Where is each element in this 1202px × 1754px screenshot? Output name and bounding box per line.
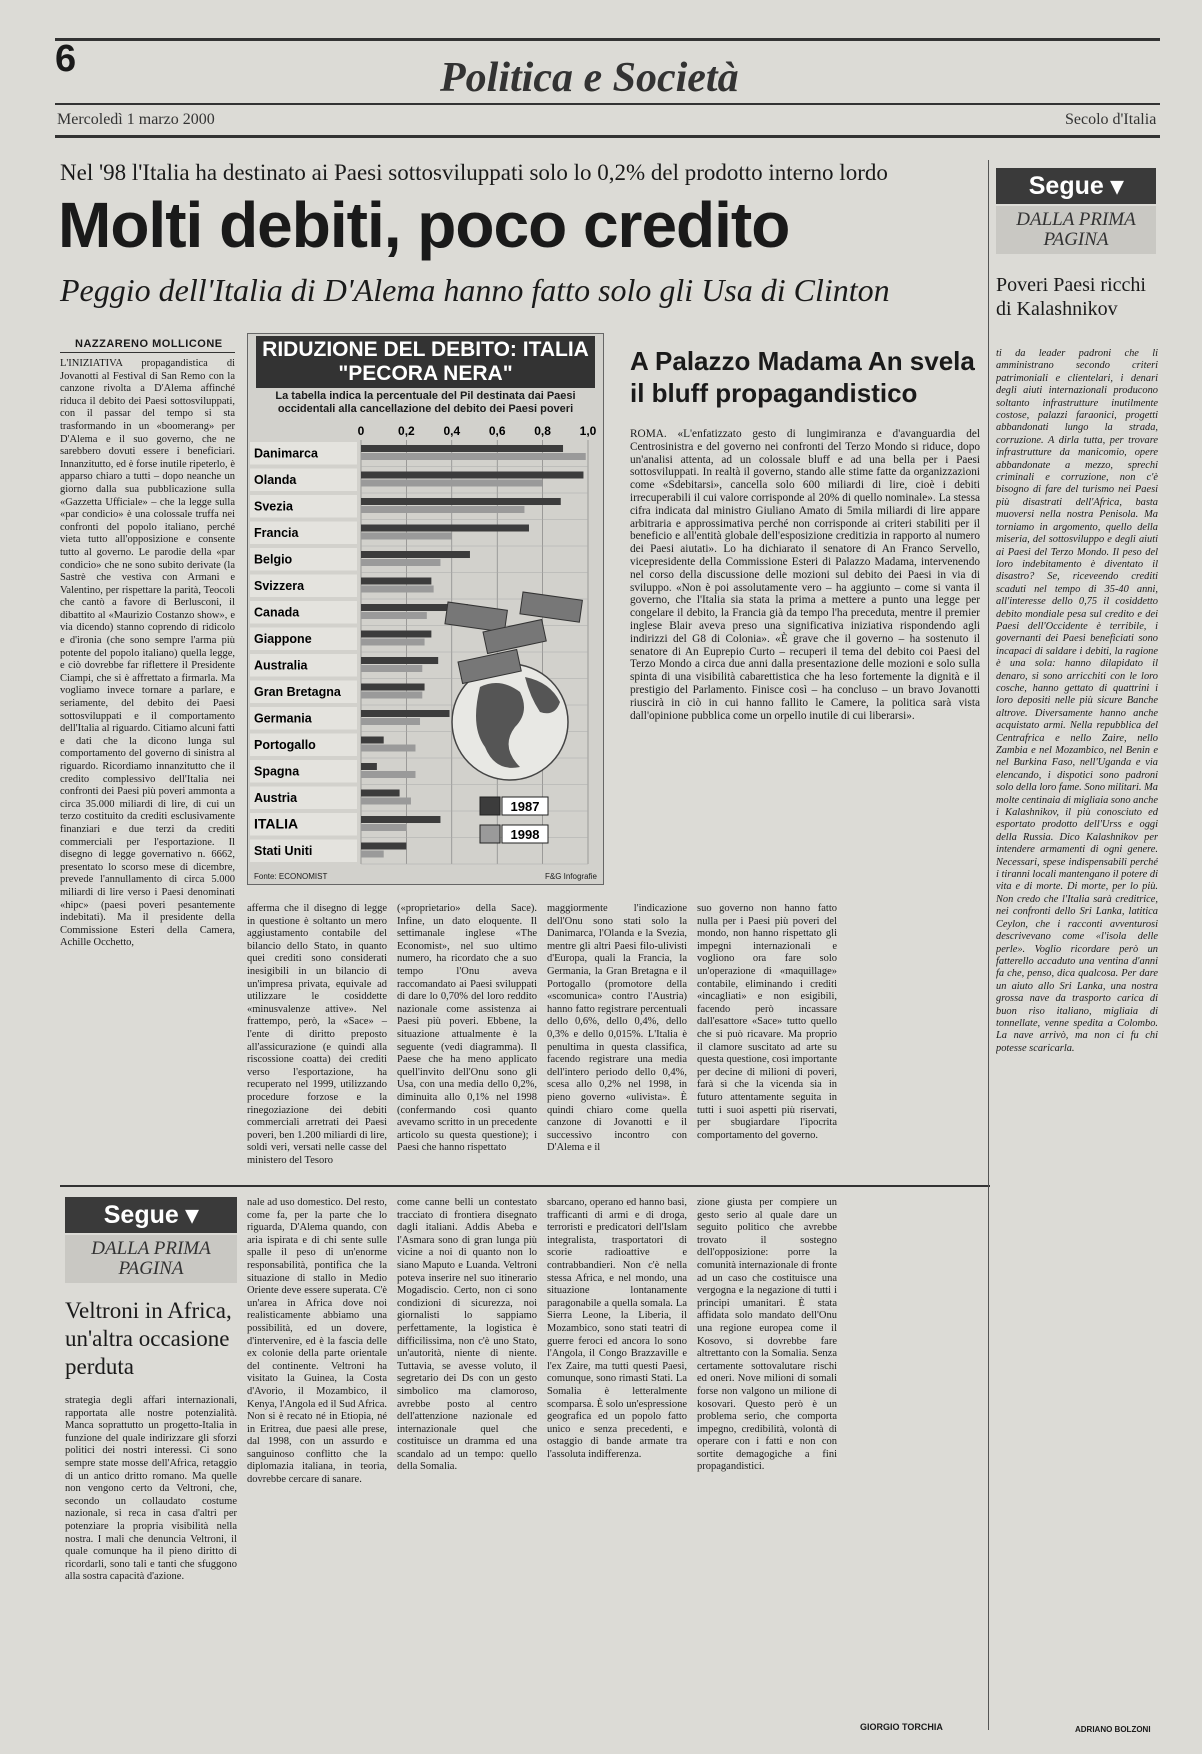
side-article-text: ROMA. «L'enfatizzato gesto di lungimiranza e d'avanguardia del Centrosinistra e del governo nei confronti del Terzo Mondo si riduce, dopo un'analisi attenta, ad un colossale bluff e ad una bella per i Paesi sottosviluppati. In realtà il governo, stando alle stime fatte da organizzazioni come «Sdebitarsi», cancella solo 600 miliardi di lire, cioè i debiti irrecuperabili il cui valore corrisponde al 20% di quello nominale». La stessa cifra indicata dal ministro Giuliano Amato di 5mila miliardi di lire appare arbitraria e approssimativa perché non corrisponde ai criteri stabiliti per il beneficio e all'entità globale dell'esposizione creditizia in rapporto al numero dei Paesi aiutati». Lo ha dichiarato il senatore di An Franco Servello, vicepresidente della Commissione Esteri di Palazzo Madama, intervenendo nel corso della discussione delle mozioni sul debito dei Paesi in via di sviluppo. «Non è poi assolutamente vero – ha aggiunto – come si vanta il governo, che l'Italia sia stata la prima a mettere a punto una legge per congelare il debito, la Francia già da tempo l'ha preceduta, mentre il premier inglese Blair aveva preso una significativa iniziativa rispondendo agli indirizzi del G8 di Colonia». «È grave che il governo – ha sostenuto il senatore di An Euprepio Curto – recuperi il tema del debito coi Paesi del Terzo Mondo a circa due anni dalla presentazione delle mozioni e solo sulla spinta di una visibilità cabarettistica che ha leso fortemente la dignità e il prestigio del Parlamento. Finisce così – ha concluso – un bravo Jovanotti riuscirà in ciò in cui hanno fallito le Camere, la politica sarà vista dall'opinione pubblica come un orpello inutile di cui liberarsi». bbox=[630, 428, 980, 722]
chart-title: RIDUZIONE DEL DEBITO: ITALIA "PECORA NERA" bbox=[256, 336, 595, 388]
chart-bar-1998 bbox=[361, 824, 406, 831]
chart-category-label: Olanda bbox=[254, 472, 297, 487]
chart-bar-1987 bbox=[361, 472, 583, 479]
chart-bar-1987 bbox=[361, 445, 563, 452]
bottom-headline: Veltroni in Africa, un'altra occasione perduta bbox=[65, 1298, 232, 1379]
chart-box bbox=[247, 333, 604, 885]
newspaper-name: Secolo d'Italia bbox=[1065, 111, 1157, 128]
right-author: ADRIANO BOLZONI bbox=[1075, 1725, 1151, 1734]
page-number: 6 bbox=[55, 38, 77, 80]
chart-bar-1998 bbox=[361, 718, 420, 725]
chart-tick-label: 0,8 bbox=[534, 424, 551, 438]
chart-category-label: Germania bbox=[254, 711, 312, 726]
chart-category-label: Giappone bbox=[254, 631, 312, 646]
chart-category-label: Canada bbox=[254, 605, 300, 620]
bottom-segue-label: Segue ▾ bbox=[65, 1197, 237, 1233]
article-column-5: suo governo non hanno fatto nulla per i Paesi più poveri del mondo, non hanno rispettato gli impegni internazionali e vogliono ora fare solo un'operazione di «maquillage» contabile, eliminando i crediti «incagliati» e non esigibili, facendo però incassare dall'esattore «Sace» tutto quello che si può ricavare. Ma proprio il clamore suscitato ad arte su questa questione, così importante per decine di milioni di poveri, farà sì che la vicenda sia in futuro attentamente seguita in tutti i suoi aspetti più riservati, per sbugiardare l'ipocrita comportamento del governo. bbox=[697, 903, 837, 1141]
right-column-text: ti da leader padroni che li amministrano secondo criteri patrimoniali e clientelari, i denari degli aiuti internazionali producono soltanto infrastrutture inutilmente costose, palazzi faraonici, progetti abbandonati lungo la strada, corruzione. A dirla tutta, per trovare infrastrutture da manicomio, opere abbandonate a mezzo, sprechi criminali e corruzione, non c'è bisogno di fare del turismo nei Paesi più disastrati dell'Africa, basta muoversi nella nostra Penisola. Ma torniamo in argomento, quello della miseria, del sottosviluppo e degli aiuti ai Paesi del Terzo Mondo. Il peso del loro indebitamento è diventato il disastro? Se, riceveendo crediti scaduti nel tempo di 35-40 anni, all'interesse dello 0,75 il cosiddetto debito mondiale pesa sul credito e dei Paesi dell'Occidente è terribile, i governanti dei Paesi beneficiati sono incapaci di saldare i debiti, la ragione è una sola: hanno dilapidato il denaro, si sono arricchiti con le loro cosche, hanno gettato di quattrini i loro depositi nelle più sicure Banche altrove. Diversamente hanno anche acquistato armi. Nella repubblica del Centrafrica e nello Zaire, nello Zambia e nel Mozambico, nel Benin e nel Burkina Faso, nell'Uganda e via elencando, i dispotici sono padroni solo della loro fame. Sono militari. Ma molte centinaia di migliaia sono anche i Kalashnikov, il più conosciuto ed esportato prodotto dell'Urss e oggi della Russia. Dico Kalashnikov per intendere armamenti di ogni genere. Necessari, spese indispensabili perché i tiranni locali mantengano il potere di vita e di morte. Di morte, per lo più. Non credo che l'Italia sarà creditrice, nei confronti dello Sri Lanka, latitica Ceylon, che i racconti avventurosi descrivevano come «l'isola delle perle». Voglio ricordare però un fatterello accaduto una ventina d'anni fa che, penso, dica qualcosa. Per dare un aiuto allo Sri Lanka, una nostra grossa nave da trasporto carica di buon riso italiano, migliaia di tonnellate, venne spedita a Colombo. La nave arrivò, ma non ci fu chi potesse scaricarla. bbox=[996, 348, 1158, 1054]
chart-bar-1987 bbox=[361, 763, 377, 770]
subheadline: Peggio dell'Italia di D'Alema hanno fatto solo gli Usa di Clinton bbox=[60, 272, 890, 308]
chart-bar-1998 bbox=[361, 851, 384, 858]
chart-category-label: Gran Bretagna bbox=[254, 684, 341, 699]
chart-bar-1998 bbox=[361, 798, 411, 805]
chart-bar-1987 bbox=[361, 551, 470, 558]
kicker: Nel '98 l'Italia ha destinato ai Paesi sottosviluppati solo lo 0,2% del prodotto interno lordo bbox=[60, 160, 888, 185]
chart-tick-label: 0,4 bbox=[443, 424, 461, 438]
chart-legend-label: 1998 bbox=[510, 827, 540, 842]
chart-bar-1987 bbox=[361, 710, 450, 717]
chart-bar-1998 bbox=[361, 612, 427, 619]
chart-category-label: Svizzera bbox=[254, 578, 305, 593]
chart-bar-1987 bbox=[361, 578, 431, 585]
chart-category-label: Svezia bbox=[254, 499, 293, 514]
chart-bar-1998 bbox=[361, 771, 415, 778]
chart-bar-1987 bbox=[361, 790, 400, 797]
chart-category-label: Spagna bbox=[254, 764, 300, 779]
chart-category-label: Australia bbox=[254, 658, 308, 673]
chart-bar-1987 bbox=[361, 525, 529, 532]
chart-category-label: Danimarca bbox=[254, 446, 318, 461]
bottom-column-4: sbarcano, operano ed hanno basi, trafficanti di armi e di droga, terroristi e predicatori dell'Islam integralista, trasportatori di scorie radioattive e contrabbandieri. Non c'è nella stessa Africa, e nel mondo, una situazione lontanamente paragonabile a quella somala. La Sierra Leone, la Liberia, il Mozambico, sono stati teatri di guerre feroci ed ancora lo sono l'Angola, il Congo Brazzaville e l'ex Zaire, ma tutti questi Paesi, comunque, sono rimasti Stati. La Somalia è letteralmente scomparsa. È solo un'espressione geografica ed un popolo fatto unico e senza precedenti, e ostaggio di bande armate tra l'assoluta indifferenza. bbox=[547, 1197, 687, 1460]
chart-bar-1998 bbox=[361, 665, 422, 672]
banknote-stack-icon bbox=[445, 602, 507, 632]
chart-category-label: Belgio bbox=[254, 552, 293, 567]
chart-category-label: ITALIA bbox=[254, 815, 299, 832]
chart-bar-1987 bbox=[361, 631, 431, 638]
bottom-column-2: nale ad uso domestico. Del resto, come fa, per la parte che lo riguarda, D'Alema quando, con aria ispirata e di chi sente sulle spalle il peso di un'enorme responsabilità, pontifica che la situazione di stallo in Medio Oriente deve essere superata. C'è un'area in Africa dove noi realisticamente abbiamo una possibilità, ed un dovere, d'intervenire, ed è la fascia delle ex colonie della parte orientale del continente. Veltroni ha visitato la Guinea, la Costa d'Avorio, il Mozambico, il Kenya, l'Angola ed il Sud Africa. Non si è recato né in Etiopia, né in Eritrea, due paesi alle prese, dal 1998, con un assurdo e sanguinoso conflitto che la diplomazia italiana, in teoria, dovrebbe cercare di sanare. bbox=[247, 1197, 387, 1486]
chart-tick-label: 0,6 bbox=[488, 424, 506, 438]
chart-source: Fonte: ECONOMIST bbox=[254, 872, 328, 881]
chart-bar-1987 bbox=[361, 843, 406, 850]
chart-bar-1987 bbox=[361, 816, 440, 823]
chart-bar-1998 bbox=[361, 692, 422, 699]
main-headline: Molti debiti, poco credito bbox=[58, 189, 790, 261]
chart-bar-1998 bbox=[361, 480, 543, 487]
chart-bar-1987 bbox=[361, 737, 384, 744]
chart-bar-1987 bbox=[361, 498, 561, 505]
chart-bar-1998 bbox=[361, 506, 524, 513]
right-headline: Poveri Paesi ricchi di Kalashnikov bbox=[996, 274, 1146, 320]
chart-bar-1998 bbox=[361, 745, 415, 752]
right-segue-label: Segue ▾ bbox=[996, 168, 1156, 204]
chart-subtitle: La tabella indica la percentuale del Pil destinata dai Paesi occidentali alla cancellazione del debito dei Paesi poveri bbox=[275, 390, 576, 415]
chart-bar-1987 bbox=[361, 657, 438, 664]
chart-bar-1998 bbox=[361, 453, 586, 460]
chart-legend-swatch bbox=[480, 797, 500, 815]
byline: NAZZARENO MOLLICONE bbox=[75, 338, 223, 350]
chart-tick-label: 0 bbox=[357, 424, 365, 438]
side-headline: A Palazzo Madama An svela il bluff propagandistico bbox=[630, 346, 975, 408]
section-title: Politica e Società bbox=[440, 55, 739, 101]
chart-category-label: Portogallo bbox=[254, 737, 316, 752]
article-column-4: maggiormente l'indicazione dell'Onu sono stati solo la Danimarca, l'Olanda e la Svezia, mentre gli altri Paesi filo-ulivisti d'Europa, quali la Francia, la Germania, la Gran Bretagna e il Portogallo (promotore della «scomunica» contro l'Austria) hanno fatto registrare percentuali dello 0,6%, dello 0,4%, dello 0,3% e dello 0,015%. L'Italia è penultima in questa classifica, facendo registrare una media dell'intero periodo dello 0,4%, scesa allo 0,2% nel 1998, in pieno governo «ulivista». È quindi chiaro come quella canzone di Jovanotti e il successivo incontro con D'Alema e il bbox=[547, 903, 687, 1154]
bottom-column-1: strategia degli affari internazionali, rapportata alle nostre potenzialità. Manca soprattutto un progetto-Italia in funzione del quale indirizzare gli sforzi politici dei nostri interessi. Ci sono sempre state mosse dell'Africa, retaggio di un antico dritto romano. Ma quelle non vengono certo da Veltroni, che, secondo un collaudato costume nazionale, si reca in casa d'altri per potenziare la propria visibilità nella nostra. I mali che denuncia Veltroni, il quale comunque ha il pieno diritto di ricordarli, sono tali e tanti che sfuggono alla sostra capacità d'azione. bbox=[65, 1395, 237, 1583]
chart-bar-1998 bbox=[361, 586, 434, 593]
chart-bar-1987 bbox=[361, 684, 425, 691]
chart-bar-1998 bbox=[361, 639, 425, 646]
bottom-author: GIORGIO TORCHIA bbox=[860, 1722, 943, 1732]
chart-category-label: Austria bbox=[254, 790, 298, 805]
chart-legend-swatch bbox=[480, 825, 500, 843]
chart-tick-label: 1,0 bbox=[579, 424, 597, 438]
chart-bar-1998 bbox=[361, 559, 440, 566]
chart-legend-label: 1987 bbox=[510, 799, 540, 814]
article-column-1: L'INIZIATIVA propagandistica di Jovanotti al Festival di San Remo con la canzone rivolta a D'Alema affinché riduca il debito dei Paesi sottosviluppati, con il passar del tempo si sta trasformando in un «boomerang» per D'Alema e il suo governo, che ne sarebbero dovuti essere i beneficiari. Innanzitutto, ed è forse inutile ripeterlo, è apparso chiaro a tutti – dopo neanche un giorno dalla sua pubblicazione sulla «Gazzetta Ufficiale» – che la legge sulla «par condicio» è una colossale truffa nei confronti del popolo italiano, perché vieta tutto all'opposizione e consente tutto al governo. Le parodie della «par condicio» che ne sono subito derivate (la Sastrè che vestiva con Armani e Valentino, per rispettare la parità, Teocoli che cantò a favore di Berlusconi, il dibattito al «Maurizio Costanzo show», e via dicendo) stanno coprendo di ridicolo e d'ironia (che sono sempre l'arma più potente del popolo italiano) quella legge, e ciò dovrebbe far riflettere il Presidente Ciampi, che si è affrettato a firmarla. Ma vogliamo invece tornare a parlare, e seriamente, del debito dei Paesi sottosviluppati e il comportamento dell'Italia al riguardo. Citiamo alcuni fatti e dati che la dicono lunga sul comportamento del governo di sinistra al riguardo. Ricordiamo innanzitutto che il credito complessivo dell'Italia nei confronti dei Paesi più poveri ammonta a circa 35.000 miliardi di lire, di cui un terzo costituito da crediti esclusivamente finanziari e due terzi da crediti commerciali per l'esportazione. Il disegno di legge governativo n. 6662, presentato lo scorso mese di dicembre, prevede l'annullamento di circa 5.000 miliardi di lire verso i Paesi denominati «hipc» (paesi poveri pesantemente indebitati). Ma il presidente della Commissione Esteri della Camera, Achille Occhetto, bbox=[60, 358, 235, 949]
chart-category-label: Francia bbox=[254, 525, 299, 540]
chart-credit: F&G Infografie bbox=[544, 872, 597, 881]
article-column-2: afferma che il disegno di legge in questione è soltanto un mero aggiustamento contabile del bilancio dello Stato, in quanto quei crediti sono considerati inesigibili in un bilancio di un'impresa privata, equivale ad utilizzare le cosiddette «minusvalenze attive». Nel frattempo, però, la «Sace» – l'ente di diritto preposto all'assicurazione (e quindi alla riscossione coatta) dei crediti verso l'esportazione, ha recuperato nel 1999, utilizzando procedure forzose e la rinegoziazione dei debiti commerciali arretrati dei Paesi poveri, ben 1.200 miliardi di lire, soldi veri, versati nelle casse del ministero del Tesoro bbox=[247, 903, 387, 1166]
article-column-3: («proprietario» della Sace). Infine, un dato eloquente. Il settimanale inglese «The Economist», nel suo ultimo numero, ha ricordato che a suo tempo l'Onu aveva raccomandato ai Paesi sviluppati di dare lo 0,70% del loro reddito nazionale come assistenza ai Paesi più poveri. Ebbene, la situazione attualmente è la seguente (vedi diagramma). Il Paese che ha meno applicato quell'invito dell'Onu sono gli Usa, con una media dello 0,2%, diminuita allo 0,1% nel 1998 (confermando così quanto avevamo scritto in un precedente articolo su questa questione); i Paesi che hanno rispettato bbox=[397, 903, 537, 1154]
bottom-column-3: come canne belli un contestato tracciato di frontiera disegnato dagli italiani. Addis Abeba e l'Asmara sono di gran lunga più vicine a noi di quanto non lo siano Maputo e Luanda. Veltroni poteva inserire nel suo itinerario Mogadiscio. Certo, non ci sono condizioni di sicurezza, noi giornalisti lo sappiamo perfettamente, la logistica è difficilissima, non c'è uno Stato, un'autorità, niente di niente. Tuttavia, se avesse voluto, il segretario dei Ds con un gesto simbolico ma clamoroso, avrebbe posto al centro dell'attenzione nazionale ed internazionale quel che costituisce un dramma ed una scandalo ad un tempo: quello della Somalia. bbox=[397, 1197, 537, 1473]
bottom-dalla-label: DALLA PRIMA PAGINA bbox=[65, 1235, 237, 1283]
chart-tick-label: 0,2 bbox=[398, 424, 415, 438]
right-dalla-label: DALLA PRIMA PAGINA bbox=[996, 206, 1156, 254]
chart-category-label: Stati Uniti bbox=[254, 843, 313, 858]
date-line: Mercoledì 1 marzo 2000 bbox=[57, 111, 215, 128]
bottom-column-5: zione giusta per compiere un gesto serio al quale dare un seguito politico che avrebbe trovato il sostegno dell'opposizione: porre la comunità internazionale di fronte ad un caso che costituisce una vergogna e la negazione di tutti i principi umanitari. È stata affidata solo mandato dell'Onu una regione europea come il Kosovo, si dovrebbe fare altrettanto con la Somalia. Senza certamente sottovalutare rischi ed oneri. Nove milioni di somali forse non valgono un milione di kosovari. Questo però è un problema serio, che comporta impegno, credibilità, volontà di operare con i fatti e non con sortite demagogiche a fini propagandistici. bbox=[697, 1197, 837, 1473]
chart-svg bbox=[248, 422, 603, 882]
chart-bar-1998 bbox=[361, 533, 452, 540]
banknote-stack-icon bbox=[520, 592, 582, 622]
